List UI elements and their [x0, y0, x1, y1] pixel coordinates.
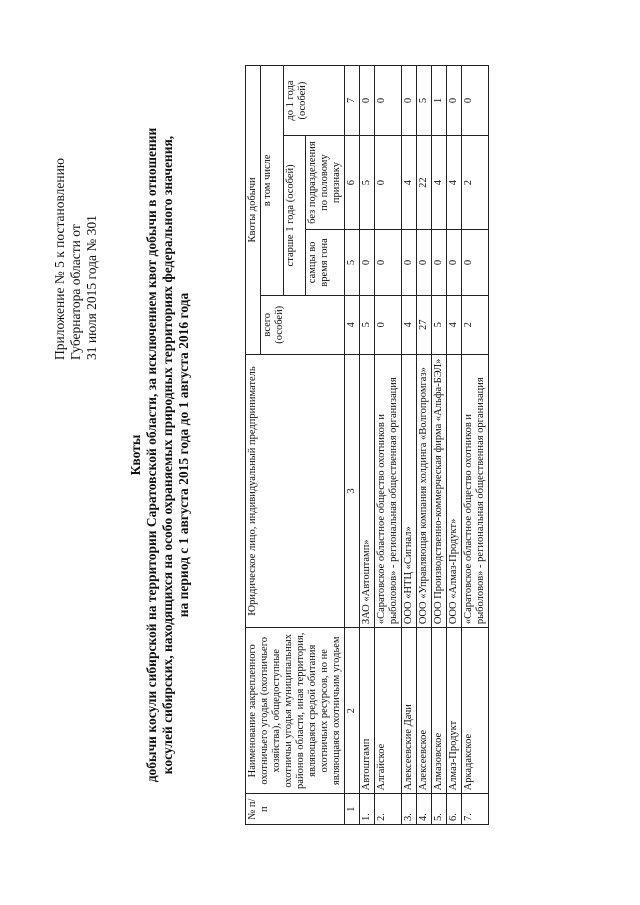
row-entity: ООО Производственно-коммерческая фирма «Альфа-БЭЛ»	[432, 354, 447, 627]
title-line: косулей сибирских, находящихся на особо охраняемых природных территориях федерального значения,	[160, 135, 175, 775]
row-total: 27	[417, 295, 432, 354]
row-hunting-ground: Автоштамп	[360, 628, 375, 794]
document-page	[0, 5, 640, 905]
appendix-line: 31 июля 2015 года № 301	[84, 215, 99, 360]
row-young: 1	[432, 66, 447, 136]
row-total: 2	[462, 295, 489, 354]
row-nosex: 4	[447, 136, 462, 230]
title-heading: Квоты	[128, 434, 143, 476]
row-entity: ООО «НТЦ «Сигнал»	[402, 354, 417, 627]
row-young: 0	[402, 66, 417, 136]
header-row	[246, 66, 261, 825]
row-males: 0	[360, 230, 375, 296]
row-total: 5	[432, 295, 447, 354]
row-males: 0	[375, 230, 402, 296]
row-young: 0	[360, 66, 375, 136]
row-males: 0	[417, 230, 432, 296]
header-entity: Юридическое лицо, индивидуальный предприниматель	[246, 354, 345, 627]
row-males: 0	[447, 230, 462, 296]
row-nosex: 0	[375, 136, 402, 230]
appendix-note	[52, 110, 100, 360]
header-nosex: без подразделения по половому признаку	[306, 136, 345, 230]
table-row	[375, 66, 402, 825]
document-title	[128, 65, 192, 845]
row-num: 5.	[432, 794, 447, 825]
row-num: 3.	[402, 794, 417, 825]
row-young: 0	[375, 66, 402, 136]
header-males: самцы во время гона	[306, 230, 345, 296]
column-number: 4	[345, 295, 360, 354]
table-row	[402, 66, 417, 825]
table-row	[432, 66, 447, 825]
table-row	[360, 66, 375, 825]
row-total: 5	[360, 295, 375, 354]
row-young: 0	[447, 66, 462, 136]
row-total: 4	[447, 295, 462, 354]
header-name: Наименование закрепленного охотничьего угодья (охотничьего хозяйства), общедоступные охотничьи угодья муниципальных районов области, иная территория, являющаяся средой обитания охотничьих ресурсов, но не являющаяся охотничьим угодьем	[246, 628, 345, 794]
appendix-line: Приложение № 5 к постановлению	[52, 158, 67, 360]
row-entity: ООО «Алмаз-Продукт»	[447, 354, 462, 627]
column-number: 1	[345, 794, 360, 825]
column-number-row	[345, 66, 360, 825]
row-nosex: 2	[462, 136, 489, 230]
row-hunting-ground: Алексеевское	[417, 628, 432, 794]
header-total: всего (особей)	[261, 295, 345, 354]
row-males: 0	[432, 230, 447, 296]
row-nosex: 5	[360, 136, 375, 230]
header-young: до 1 года (особей)	[283, 66, 345, 136]
column-number: 3	[345, 354, 360, 627]
column-number: 2	[345, 628, 360, 794]
row-young: 0	[462, 66, 489, 136]
row-total: 4	[402, 295, 417, 354]
row-hunting-ground: Алмазовское	[432, 628, 447, 794]
quota-table	[245, 65, 489, 825]
title-line: на период с 1 августа 2015 года до 1 августа 2016 года	[176, 292, 191, 618]
row-hunting-ground: Алгайское	[375, 628, 402, 794]
row-entity: «Саратовское областное общество охотников и рыболовов» - региональная общественная организация	[375, 354, 402, 627]
row-total: 0	[375, 295, 402, 354]
row-num: 2.	[375, 794, 402, 825]
row-entity: ООО «Управляющая компания холдинга «Волгопромгаз»	[417, 354, 432, 627]
header-older: старше 1 года (особей)	[283, 136, 306, 296]
row-males: 0	[402, 230, 417, 296]
row-hunting-ground: Алексеевские Дачи	[402, 628, 417, 794]
row-num: 1.	[360, 794, 375, 825]
header-including: в том числе	[261, 66, 284, 296]
column-number: 6	[345, 136, 360, 230]
header-quotas: Квоты добычи	[246, 66, 261, 355]
appendix-line: Губернатора области от	[68, 224, 83, 360]
table-row	[417, 66, 432, 825]
row-num: 7.	[462, 794, 489, 825]
table-row	[462, 66, 489, 825]
row-hunting-ground: Аркадакское	[462, 628, 489, 794]
column-number: 5	[345, 230, 360, 296]
row-males: 0	[462, 230, 489, 296]
row-num: 6.	[447, 794, 462, 825]
row-entity: «Саратовское областное общество охотников и рыболовов» - региональная общественная организация	[462, 354, 489, 627]
row-num: 4.	[417, 794, 432, 825]
row-young: 5	[417, 66, 432, 136]
row-hunting-ground: Алмаз-Продукт	[447, 628, 462, 794]
column-number: 7	[345, 66, 360, 136]
row-entity: ЗАО «Автоштамп»	[360, 354, 375, 627]
title-line: добычи косули сибирской на территории Саратовской области, за исключением квот добычи в отношении	[144, 127, 159, 783]
row-nosex: 4	[402, 136, 417, 230]
header-num: № п/п	[246, 794, 345, 825]
table-row	[447, 66, 462, 825]
row-nosex: 22	[417, 136, 432, 230]
row-nosex: 4	[432, 136, 447, 230]
